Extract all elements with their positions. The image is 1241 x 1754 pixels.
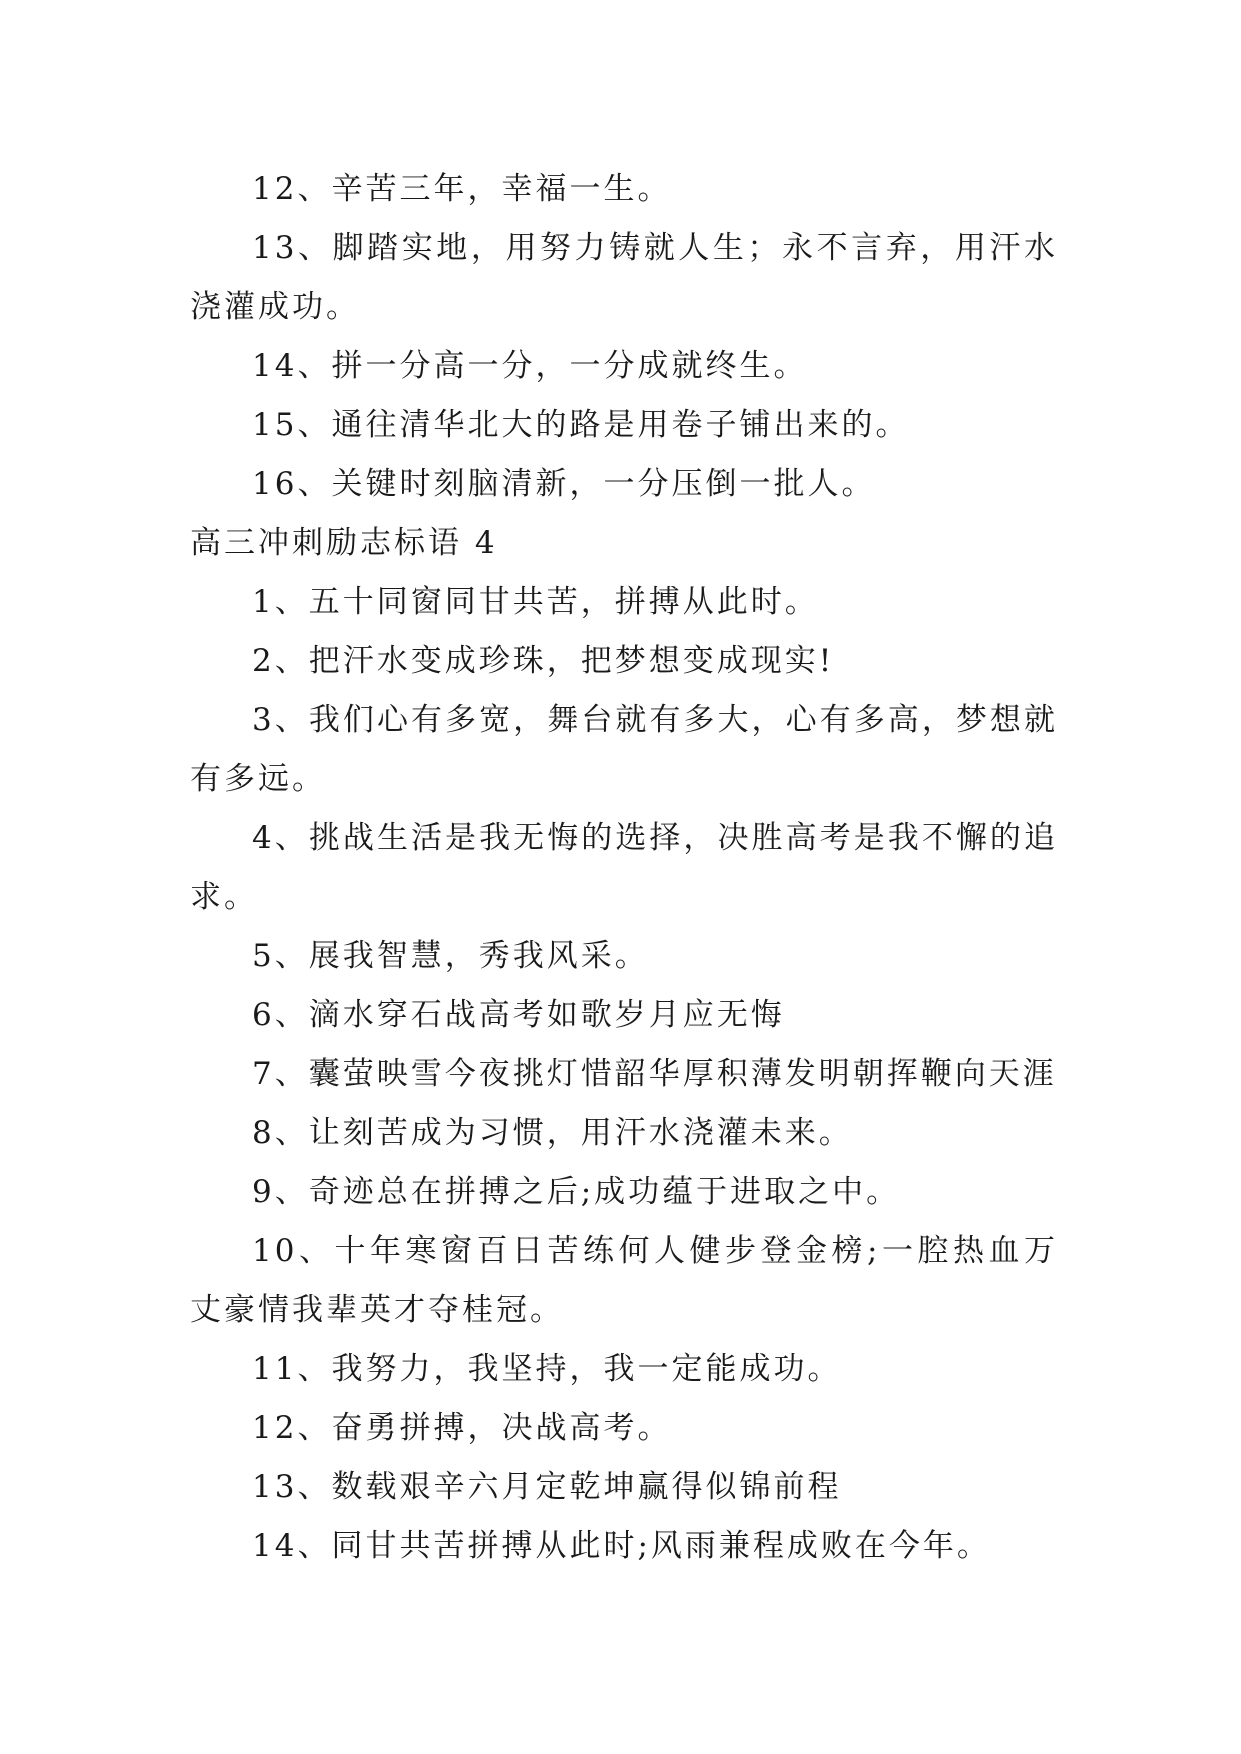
slogan-item: 3、我们心有多宽，舞台就有多大，心有多高，梦想就有多远。 bbox=[190, 702, 1058, 797]
slogan-item: 12、辛苦三年，幸福一生。 bbox=[252, 171, 672, 207]
slogan-item: 14、同甘共苦拼搏从此时;风雨兼程成败在今年。 bbox=[252, 1528, 991, 1564]
slogan-item: 13、数载艰辛六月定乾坤赢得似锦前程 bbox=[252, 1469, 842, 1505]
slogan-item: 9、奇迹总在拼搏之后;成功蕴于进取之中。 bbox=[252, 1174, 901, 1210]
slogan-item: 11、我努力，我坚持，我一定能成功。 bbox=[252, 1351, 842, 1387]
slogan-item: 7、囊萤映雪今夜挑灯惜韶华厚积薄发明朝挥鞭向天涯 bbox=[252, 1056, 1057, 1092]
slogan-item: 5、展我智慧，秀我风采。 bbox=[252, 938, 649, 974]
document-body bbox=[190, 160, 1058, 1576]
section-heading: 高三冲刺励志标语 4 bbox=[190, 525, 498, 561]
slogan-item: 6、滴水穿石战高考如歌岁月应无悔 bbox=[252, 997, 785, 1033]
slogan-item: 2、把汗水变成珍珠，把梦想变成现实! bbox=[252, 643, 835, 679]
slogan-item: 13、脚踏实地，用努力铸就人生；永不言弃，用汗水浇灌成功。 bbox=[190, 230, 1058, 325]
slogan-item: 15、通往清华北大的路是用卷子铺出来的。 bbox=[252, 407, 910, 443]
slogan-item: 14、拼一分高一分，一分成就终生。 bbox=[252, 348, 808, 384]
slogan-item: 16、关键时刻脑清新，一分压倒一批人。 bbox=[252, 466, 876, 502]
slogan-item: 4、挑战生活是我无悔的选择，决胜高考是我不懈的追求。 bbox=[190, 820, 1058, 915]
slogan-item: 10、十年寒窗百日苦练何人健步登金榜;一腔热血万丈豪情我辈英才夺桂冠。 bbox=[190, 1233, 1058, 1328]
slogan-item: 12、奋勇拼搏，决战高考。 bbox=[252, 1410, 672, 1446]
slogan-item: 1、五十同窗同甘共苦，拼搏从此时。 bbox=[252, 584, 819, 620]
slogan-item: 8、让刻苦成为习惯，用汗水浇灌未来。 bbox=[252, 1115, 853, 1151]
